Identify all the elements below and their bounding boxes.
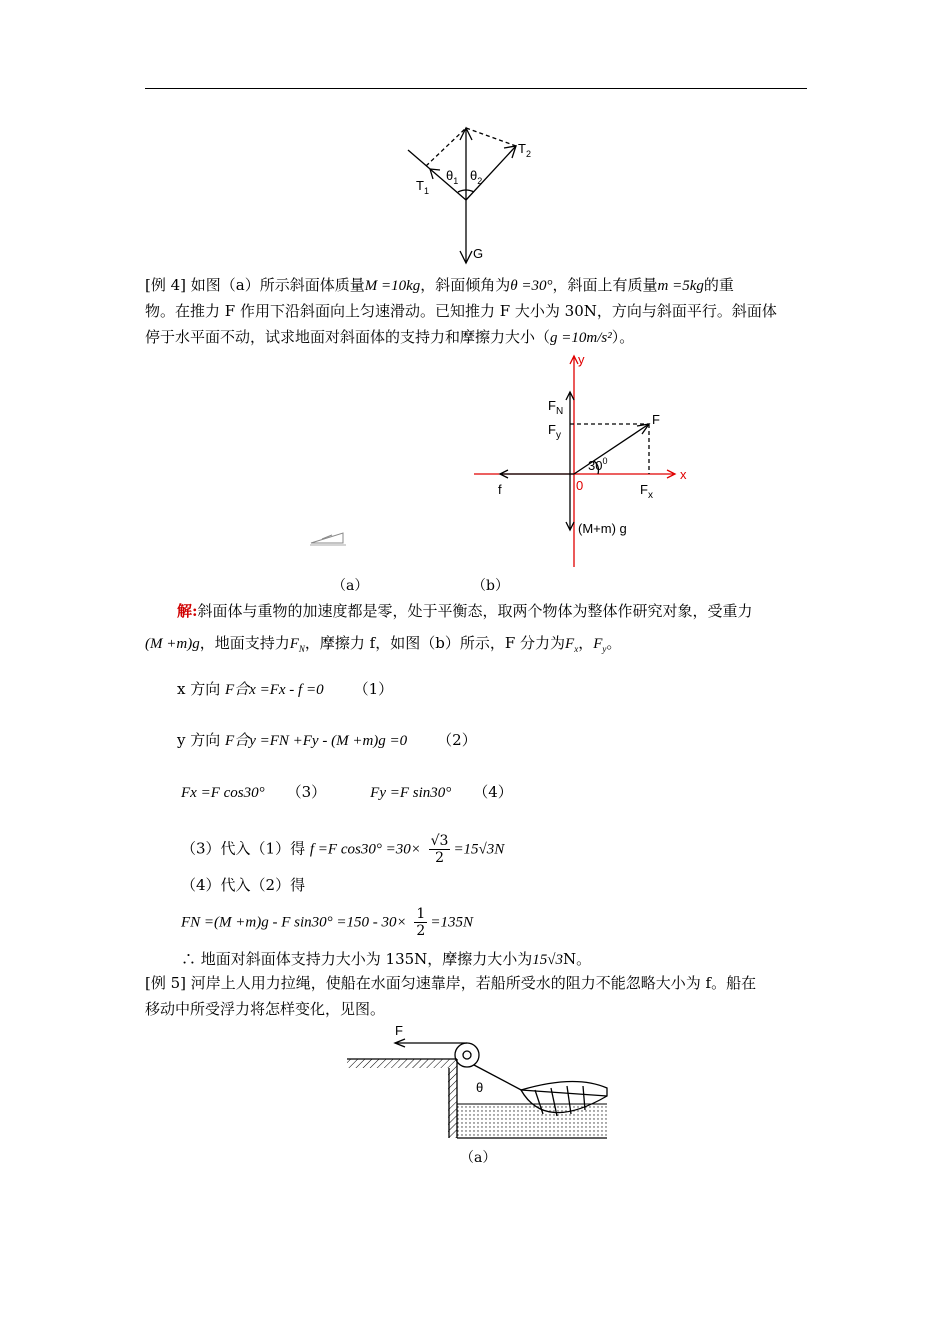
f-vector-label: F [652,412,660,427]
svg-text:θ1: $\theta_1$ [446,168,459,186]
sub1: （3）代入（1）得 f =F cos30° =30× $\frac{√3}{2}$ =15√3N [181,833,505,866]
friction-label: f [498,482,502,497]
origin-label: 0 [576,478,584,493]
t2-label: T [518,141,526,156]
pull-force-label: F [395,1023,403,1038]
conclusion: ∴ 地面对斜面体支持力大小为 135N，摩擦力大小为15√3N。 [181,950,592,968]
solution-label: 解: [177,602,198,620]
caption-a: （a） [332,578,369,594]
theta2-label: θ [470,168,478,183]
solution-line1: 解:斜面体与重物的加速度都是零，处于平衡态，取两个物体为整体作研究对象，受重力 [177,602,753,620]
header-rule [145,88,807,89]
ex5-line1: [例 5] 河岸上人用力拉绳，使船在水面匀速靠岸，若船所受水的阻力不能忽略大小为 f。船在 [145,974,757,992]
ex4-line3: 停于水平面不动，试求地面对斜面体的支持力和摩擦力大小（g =10m/s²）。 [145,328,635,346]
fy-label: F [548,422,556,437]
g-label: G [473,246,484,261]
svg-text:FN: $F_N$ [548,398,564,417]
y-axis-label: y [578,352,585,367]
angle-label: 30 [588,458,603,473]
fn-label: F [548,398,556,413]
force-diagram-b [470,352,700,570]
svg-text:Fx: $F_x$ [640,482,653,501]
caption-b: （b） [472,578,509,594]
solution-line2: (M +m)g，地面支持力$F_N$，摩擦力 f，如图（b）所示，F 分力为$F_x$，$F_y$。 [145,634,622,654]
ex4-line2: 物。在推力 F 作用下沿斜面向上匀速滑动。已知推力 F 大小为 30N，方向与斜面平行。斜面体 [145,302,777,320]
svg-text:θ2: $\theta_2$ [470,168,483,186]
sub2: FN =(M +m)g - F sin30° =150 - 30× $\frac{1}{2}$ =135N [181,906,473,939]
eq2: y 方向 F合y =FN +Fy - (M +m)g =0 （2） [177,731,477,749]
x-axis-label: x [680,467,687,482]
tension-diagram [400,118,560,268]
ex4-line1: [例 4] 如图（a）所示斜面体质量M =10kg，斜面倾角为θ =30°，斜面上有质量m =5kg的重 [145,276,734,294]
incline-figure-a [308,525,348,547]
theta-label: θ [476,1080,484,1095]
eq3-eq4: Fx =F cos30° （3） Fy =F sin30° （4） [181,783,513,801]
fx-label: F [640,482,648,497]
eq1: x 方向 F合x =Fx - f =0 （1） [177,680,394,698]
svg-text:300: $30^0$ [588,456,608,473]
svg-text:T1: $T_1$ [416,178,429,196]
ex5-line2: 移动中所受浮力将怎样变化，见图。 [145,1000,386,1018]
svg-text:T2: $T_2$ [518,141,531,159]
caption-boat: （a） [460,1150,497,1166]
weight-label: (M+m) g [578,521,627,536]
sub2-label: （4）代入（2）得 [181,876,306,894]
boat-figure [345,1022,610,1144]
theta1-label: θ [446,168,454,183]
t1-label: T [416,178,424,193]
svg-text:Fy: $F_y$ [548,422,561,441]
